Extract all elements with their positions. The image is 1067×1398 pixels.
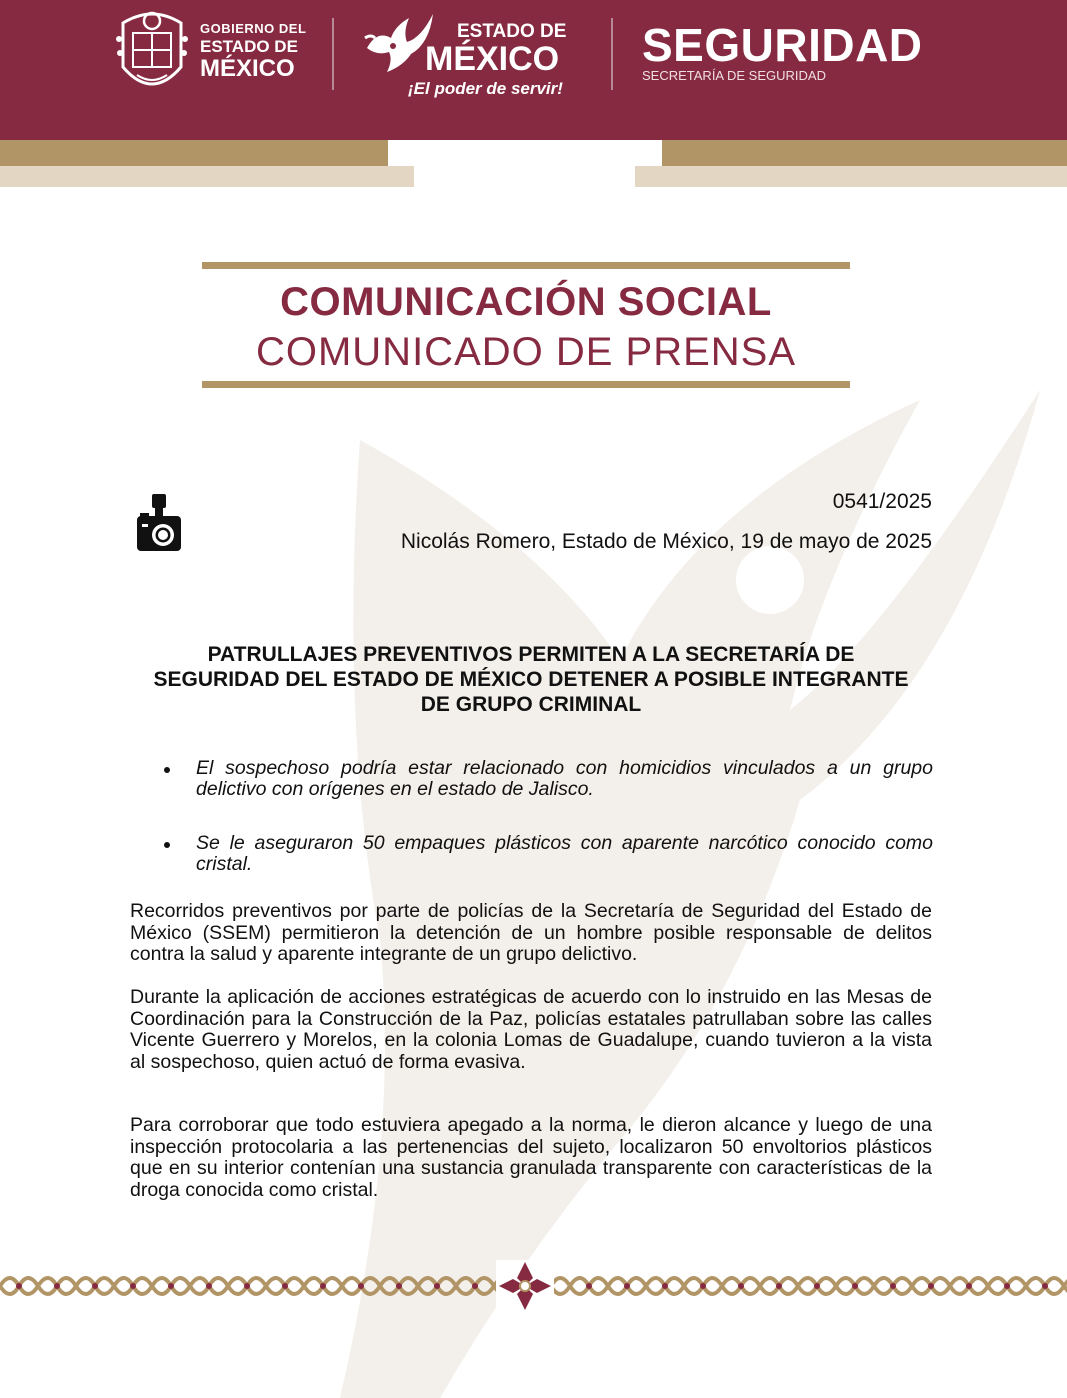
state-coat-of-arms-icon [115, 9, 189, 95]
list-item [160, 758, 933, 800]
bullet-text: Se le aseguraron 50 empaques plásticos con aparente narcótico conocido como cristal. [196, 832, 933, 875]
estado-line1: ESTADO DE [457, 21, 567, 42]
list-item [160, 833, 933, 875]
header-band [0, 140, 388, 166]
gov-line2: ESTADO DE [200, 37, 298, 56]
body-paragraph: Durante la aplicación de acciones estratégicas de acuerdo con lo instruido en las Mesas de Coordinación para la Construcción de la Paz, policías estatales patrullaban sobre las calles Vicente Guerrero y Morelos, en la colonia Lomas de Guadalupe, cuando tuvieron a la vista al sospechoso, quien actuó de forma evasiva. [130, 986, 932, 1073]
header-banner [0, 0, 1067, 140]
body-paragraph: Recorridos preventivos por parte de policías de la Secretaría de Seguridad del Estado de México (SSEM) permitieron la detención de un hombre posible responsable de delitos contra la salud y aparente integrante de un grupo delictivo. [130, 900, 932, 965]
summary-bullets [160, 758, 933, 908]
body-paragraph: Para corroborar que todo estuviera apegado a la norma, le dieron alcance y luego de una inspección protocolaria a las pertenencias del sujeto, localizaron 50 envoltorios plásticos que en su interior contenían una sustancia granulada transparente con características de la droga conocida como cristal. [130, 1114, 932, 1201]
bullet-dot-icon [164, 842, 170, 848]
title-rule-top [202, 262, 850, 269]
seguridad-logo-text [642, 19, 923, 83]
gov-line3: MÉXICO [200, 55, 295, 82]
estado-slogan: ¡El poder de servir! [408, 79, 563, 98]
bulletin-number: 0541/2025 [832, 490, 932, 513]
place-date: Nicolás Romero, Estado de México, 19 de mayo de 2025 [400, 530, 932, 553]
bullet-dot-icon [164, 767, 170, 773]
seguridad-subtitle: SECRETARÍA DE SEGURIDAD [642, 68, 826, 83]
headline: PATRULLAJES PREVENTIVOS PERMITEN A LA SECRETARÍA DE SEGURIDAD DEL ESTADO DE MÉXICO DETENER A POSIBLE INTEGRANTE DE GRUPO CRIMINAL [153, 643, 909, 716]
page-subtitle: COMUNICADO DE PRENSA [255, 330, 797, 374]
header-divider [611, 18, 613, 90]
seguridad-title: SEGURIDAD [642, 19, 923, 71]
header-band [662, 140, 1067, 166]
page-title: COMUNICACIÓN SOCIAL [280, 280, 772, 324]
header-band [0, 166, 414, 187]
gobierno-logo-text [200, 22, 306, 81]
camera-icon [136, 492, 182, 553]
estado-logo-text [408, 21, 567, 98]
header-divider [332, 18, 334, 90]
decorative-border-icon [0, 1260, 1067, 1312]
bullet-text: El sospechoso podría estar relacionado con homicidios vinculados a un grupo delictivo con orígenes en el estado de Jalisco. [196, 757, 933, 800]
title-rule-bottom [202, 381, 850, 388]
estado-line2: MÉXICO [425, 40, 560, 78]
gov-line1: GOBIERNO DEL [200, 21, 307, 36]
header-band [635, 166, 1067, 187]
